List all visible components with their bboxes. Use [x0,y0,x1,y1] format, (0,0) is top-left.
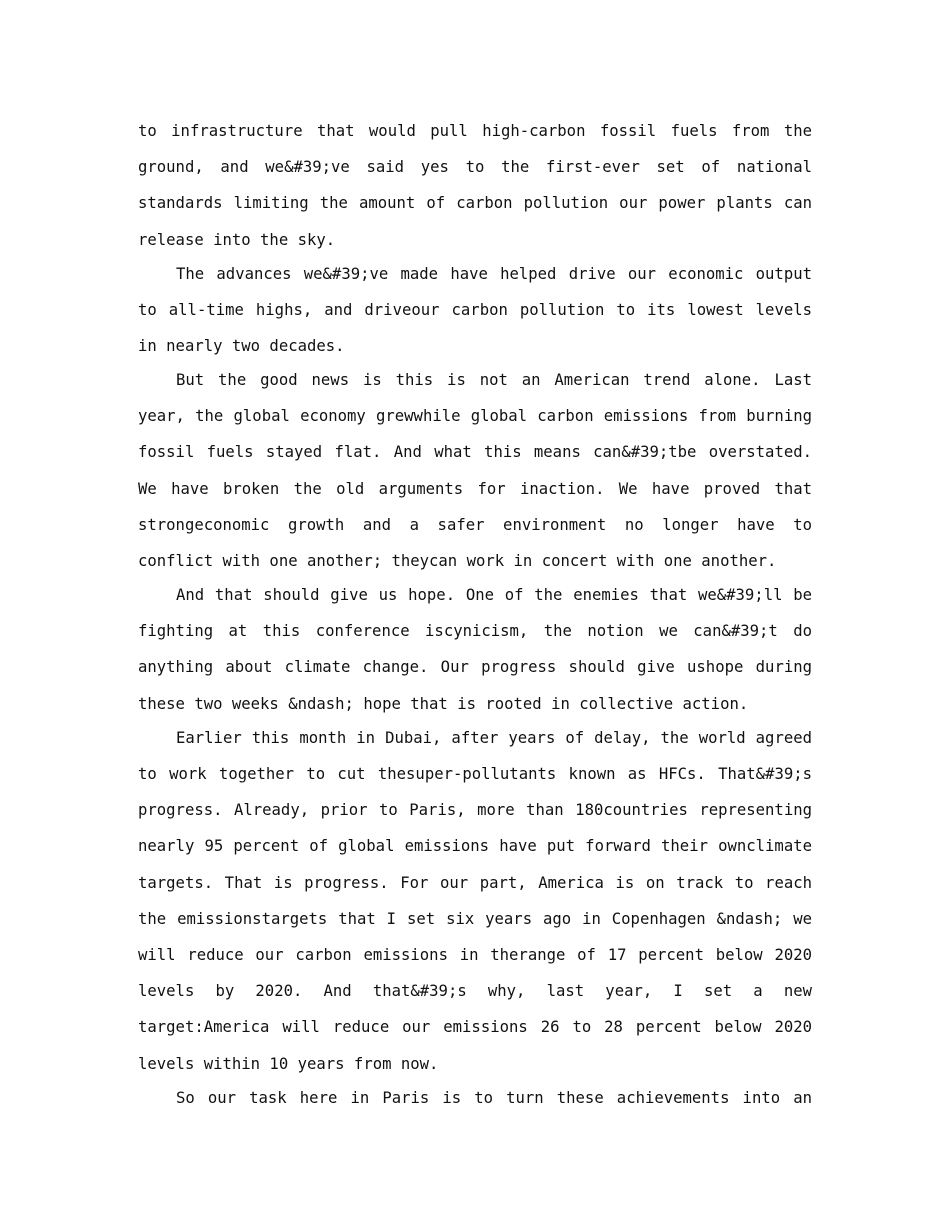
paragraph-4: And that should give us hope. One of the enemies that we&#39;ll be fighting at this conference iscynicism, the notion we can&#39;t do anything about climate change. Our progress should give ushope during these two weeks &ndash; hope that is rooted in collective action. [138,586,812,713]
document-page [138,113,812,1114]
paragraph-3: But the good news is this is not an American trend alone. Last year, the global economy grewwhile global carbon emissions from burning fossil fuels stayed flat. And what this means can&#39;tbe overstated. We have broken the old arguments for inaction. We have proved that strongeconomic growth and a safer environment no longer have to conflict with one another; theycan work in concert with one another. [138,371,812,571]
paragraph-6: So our task here in Paris is to turn these achievements into an [176,1088,812,1107]
paragraph-2: The advances we&#39;ve made have helped drive our economic output to all-time highs, and driveour carbon pollution to its lowest levels in nearly two decades. [138,264,812,356]
paragraph-1: to infrastructure that would pull high-carbon fossil fuels from the ground, and we&#39;ve said yes to the first-ever set of national standards limiting the amount of carbon pollution our power plants can release into the sky. [138,122,812,249]
paragraph-5: Earlier this month in Dubai, after years of delay, the world agreed to work together to cut thesuper-pollutants known as HFCs. That&#39;s progress. Already, prior to Paris, more than 180countries representing nearly 95 percent of global emissions have put forward their ownclimate targets. That is progress. For our part, America is on track to reach the emissionstargets that I set six years ago in Copenhagen &ndash; we will reduce our carbon emissions in therange of 17 percent below 2020 levels by 2020. And that&#39;s why, last year, I set a new target:America will reduce our emissions 26 to 28 percent below 2020 levels within 10 years from now. [138,728,812,1073]
